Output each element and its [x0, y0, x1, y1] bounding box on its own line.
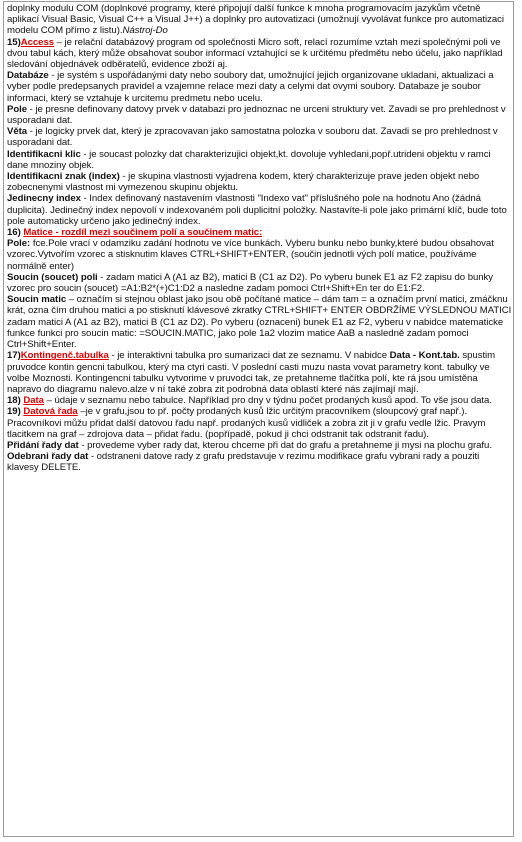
section-16-title: Matice - rozdíl mezi součinem polí a součinem matic:	[23, 227, 263, 239]
section-17	[7, 350, 512, 395]
section-18	[7, 395, 512, 406]
klic-paragraph	[7, 149, 512, 171]
klic-text: - je soucast polozky dat charakterizujici objekt,kt. dovoluje vyhledani,popř.utrideni objektu v ramci dane mnoziny objek.	[7, 148, 491, 171]
pridani-rady-text: - provedeme vyber rady dat, kterou chceme při dat do grafu a pretahneme ji mysi na plochu grafu.	[78, 439, 492, 451]
section-17-text-2: spustim pruvodce kontin gencni tabulkou, který ma ctyri casti. V poslední casti muzu nasta vovat parametry kont. tabulky ve volbe Moznosti. Kontingencni tabulku vytvorime v pruvodci tak, ze pretahneme tlačítka polí, kte rá jsou umístěna napravo do diagramu nalevo.alze v ní také zobra zit podrobná data oblastí které nás zajímají mají.	[7, 350, 496, 395]
jedinecny-text: - Index definovaný nastavením vlastnosti "Indexo vat" příslušného pole na hodnotu Ano (žádná duplicita). Jedinečný index nepovolí v indexovaném poli duplicitní položky. Nastavíte-li pole jako primární klíč, bude toto pole automaticky určeno jako jedinečný index.	[7, 193, 507, 227]
pridani-rady-label: Přidání řady dat	[7, 439, 79, 451]
odebrani-rady-text: - odstraneni datove rady z grafu predstavuje v rezimu modifikace grafu vybrani rady a pouziti klavesy DELETE.	[7, 451, 480, 474]
section-19-title: Datová řada	[23, 406, 78, 418]
section-19-number: 19)	[7, 406, 21, 418]
intro-italic: Nástroj-Do	[122, 25, 168, 37]
section-15	[7, 37, 512, 71]
soucin-poli-text: - zadam matici A (A1 az B2), matici B (C1 az D2). Po vyberu bunek E1 az F2 zapisu do bunky vzorec pro soucin (soucet) =A1:B2*(+)C1:D2 a nasledne zadam pomoci Ctrl+Shift+En ter do E1:F2.	[7, 271, 494, 295]
veta-label: Věta	[7, 126, 28, 138]
znak-paragraph	[7, 171, 512, 193]
section-17-number: 17)	[7, 350, 21, 362]
section-18-text: – údaje v seznamu nebo tabulce. Například pro dny v týdnu počet prodaných kusů apod. To vše jsou data.	[43, 395, 492, 407]
pole-fce-paragraph	[7, 238, 512, 272]
veta-text: - je logicky prvek dat, který je zpracovavan jako samostatna polozka v souboru dat. Zavadi se pro prehlednost v usporadani dat.	[7, 126, 498, 149]
pole-text: - je presne definovany datovy prvek v databazi pro jednoznac ne urceni struktury vet. Zavadi se pro prehlednost v usporadani dat.	[7, 103, 506, 127]
soucin-matic-paragraph	[7, 294, 512, 350]
pole-fce-label: Pole:	[7, 238, 31, 250]
databaze-text: - je systém s uspořádanými daty nebo soubory dat, umožnující jejich organizovane ukladani, aktualizaci a vyber podle predepsanych pravidel a vzajemne relace mezi daty a celymi dat ovymi soubory. Databaze je soubor informaci, který se vztahuje k urcitemu predmetu nebo ucelu.	[7, 70, 494, 104]
section-15-number: 15)	[7, 36, 21, 48]
intro-text: doplnky modulu COM (doplnkové programy, které připojují další funkce k mnoha programovacím jazykům včetně aplikací Visual Basic, Visual C++ a Visual J++) a doplnky pro autovatizaci (umožnují vyvolávat funkce pro automatizaci modelu COM přímo z listu).	[7, 3, 504, 37]
section-18-title: Data	[23, 395, 44, 407]
section-16	[7, 227, 512, 238]
znak-label: Identifikacni znak (index)	[7, 171, 120, 183]
soucin-poli-paragraph	[7, 272, 512, 294]
section-17-title: Kontingenč.tabulka	[20, 350, 109, 362]
rady-paragraph	[7, 440, 512, 474]
section-15-title: Access	[20, 36, 55, 48]
page-frame	[3, 1, 514, 837]
section-16-number: 16)	[7, 227, 21, 239]
odebrani-rady-label: Odebrani řady dat	[7, 451, 89, 463]
veta-paragraph	[7, 126, 512, 148]
section-17-text-1: - je interaktivni tabulka pro sumarizaci dat ze seznamu. V nabidce	[108, 350, 390, 362]
document-body	[7, 3, 512, 474]
znak-text: - je skupina vlastnosti vyjadrena kodem, který charakterizuje prave jeden objekt nebo zobecnenymi vlastnost mi vymezenou skupinu objektu.	[7, 171, 480, 194]
soucin-poli-label: Soucin (soucet) poli	[7, 271, 98, 283]
klic-label: Identifikacni klic	[7, 148, 81, 160]
section-17-menu-path: Data - Kont.tab.	[389, 350, 460, 362]
pole-paragraph	[7, 104, 512, 126]
pole-fce-text: fce.Pole vrací v odamziku zadání hodnotu ve více bunkách. Vyberu bunku nebo bunky,které budou obsahovat vzorec.Vytvořím vzorec a stisknutim klaves CTRL+SHIFT+ENTER, (součin jednotli vých polí matice, používáme normálně enter)	[7, 238, 494, 272]
soucin-matic-label: Soucin matic	[7, 294, 67, 306]
soucin-matic-text: – označím si stejnou oblast jako jsou obě počítané matice – dám tam = a označím první matici, zmáčknu krát, ozna čím druhou matici a po stisknutí klávesové zkratky CTRL+SHIFT+ ENTER OBDRŽÍME VÝSLEDNOU MATICI zadam matici A (A1 az B2), matici B (C1 az D2). Po vyberu (oznaceni) bunek E1 az F2, vyberu v nabidce matematicke funkce funkci pro soucin matic: =SOUCIN.MATIC, jako pole 1a2 vlozim matice AaB a nasledně zadam pomoci Ctrl+Shift+Enter.	[7, 294, 512, 351]
jedinecny-label: Jedinecny index	[7, 193, 81, 205]
databaze-label: Databáze	[7, 70, 49, 82]
section-18-number: 18)	[7, 395, 21, 407]
pole-label: Pole	[7, 103, 28, 115]
section-19	[7, 406, 512, 440]
section-15-text: – je relační databázový program od společnosti Micro soft, relací rozumíme vztah mezi společnými poli ve dvou tabul kách, který může obsahovat soubor informací vztahující se k určitému předmětu nebo účelu, jako například sledování objednávek odběratelů, evidence zboží aj.	[7, 36, 503, 71]
jedinecny-paragraph	[7, 193, 512, 227]
section-19-text: –je v grafu,jsou to př. počty prodaných kusů lžic určitým pracovníkem (sloupcový graf např.). Pracovníkovi můžu přidat další datovou řadu např. prodaných kusů vidliček a zobra zit ji v grafu vedle lžic. Pravym tlacitkem na graf – zdrojova data – přidat řadu. (popřípadě, pokud ji chci odstranit tak odstranit řadu).	[7, 406, 486, 440]
databaze-paragraph	[7, 70, 512, 104]
intro-paragraph	[7, 3, 512, 37]
